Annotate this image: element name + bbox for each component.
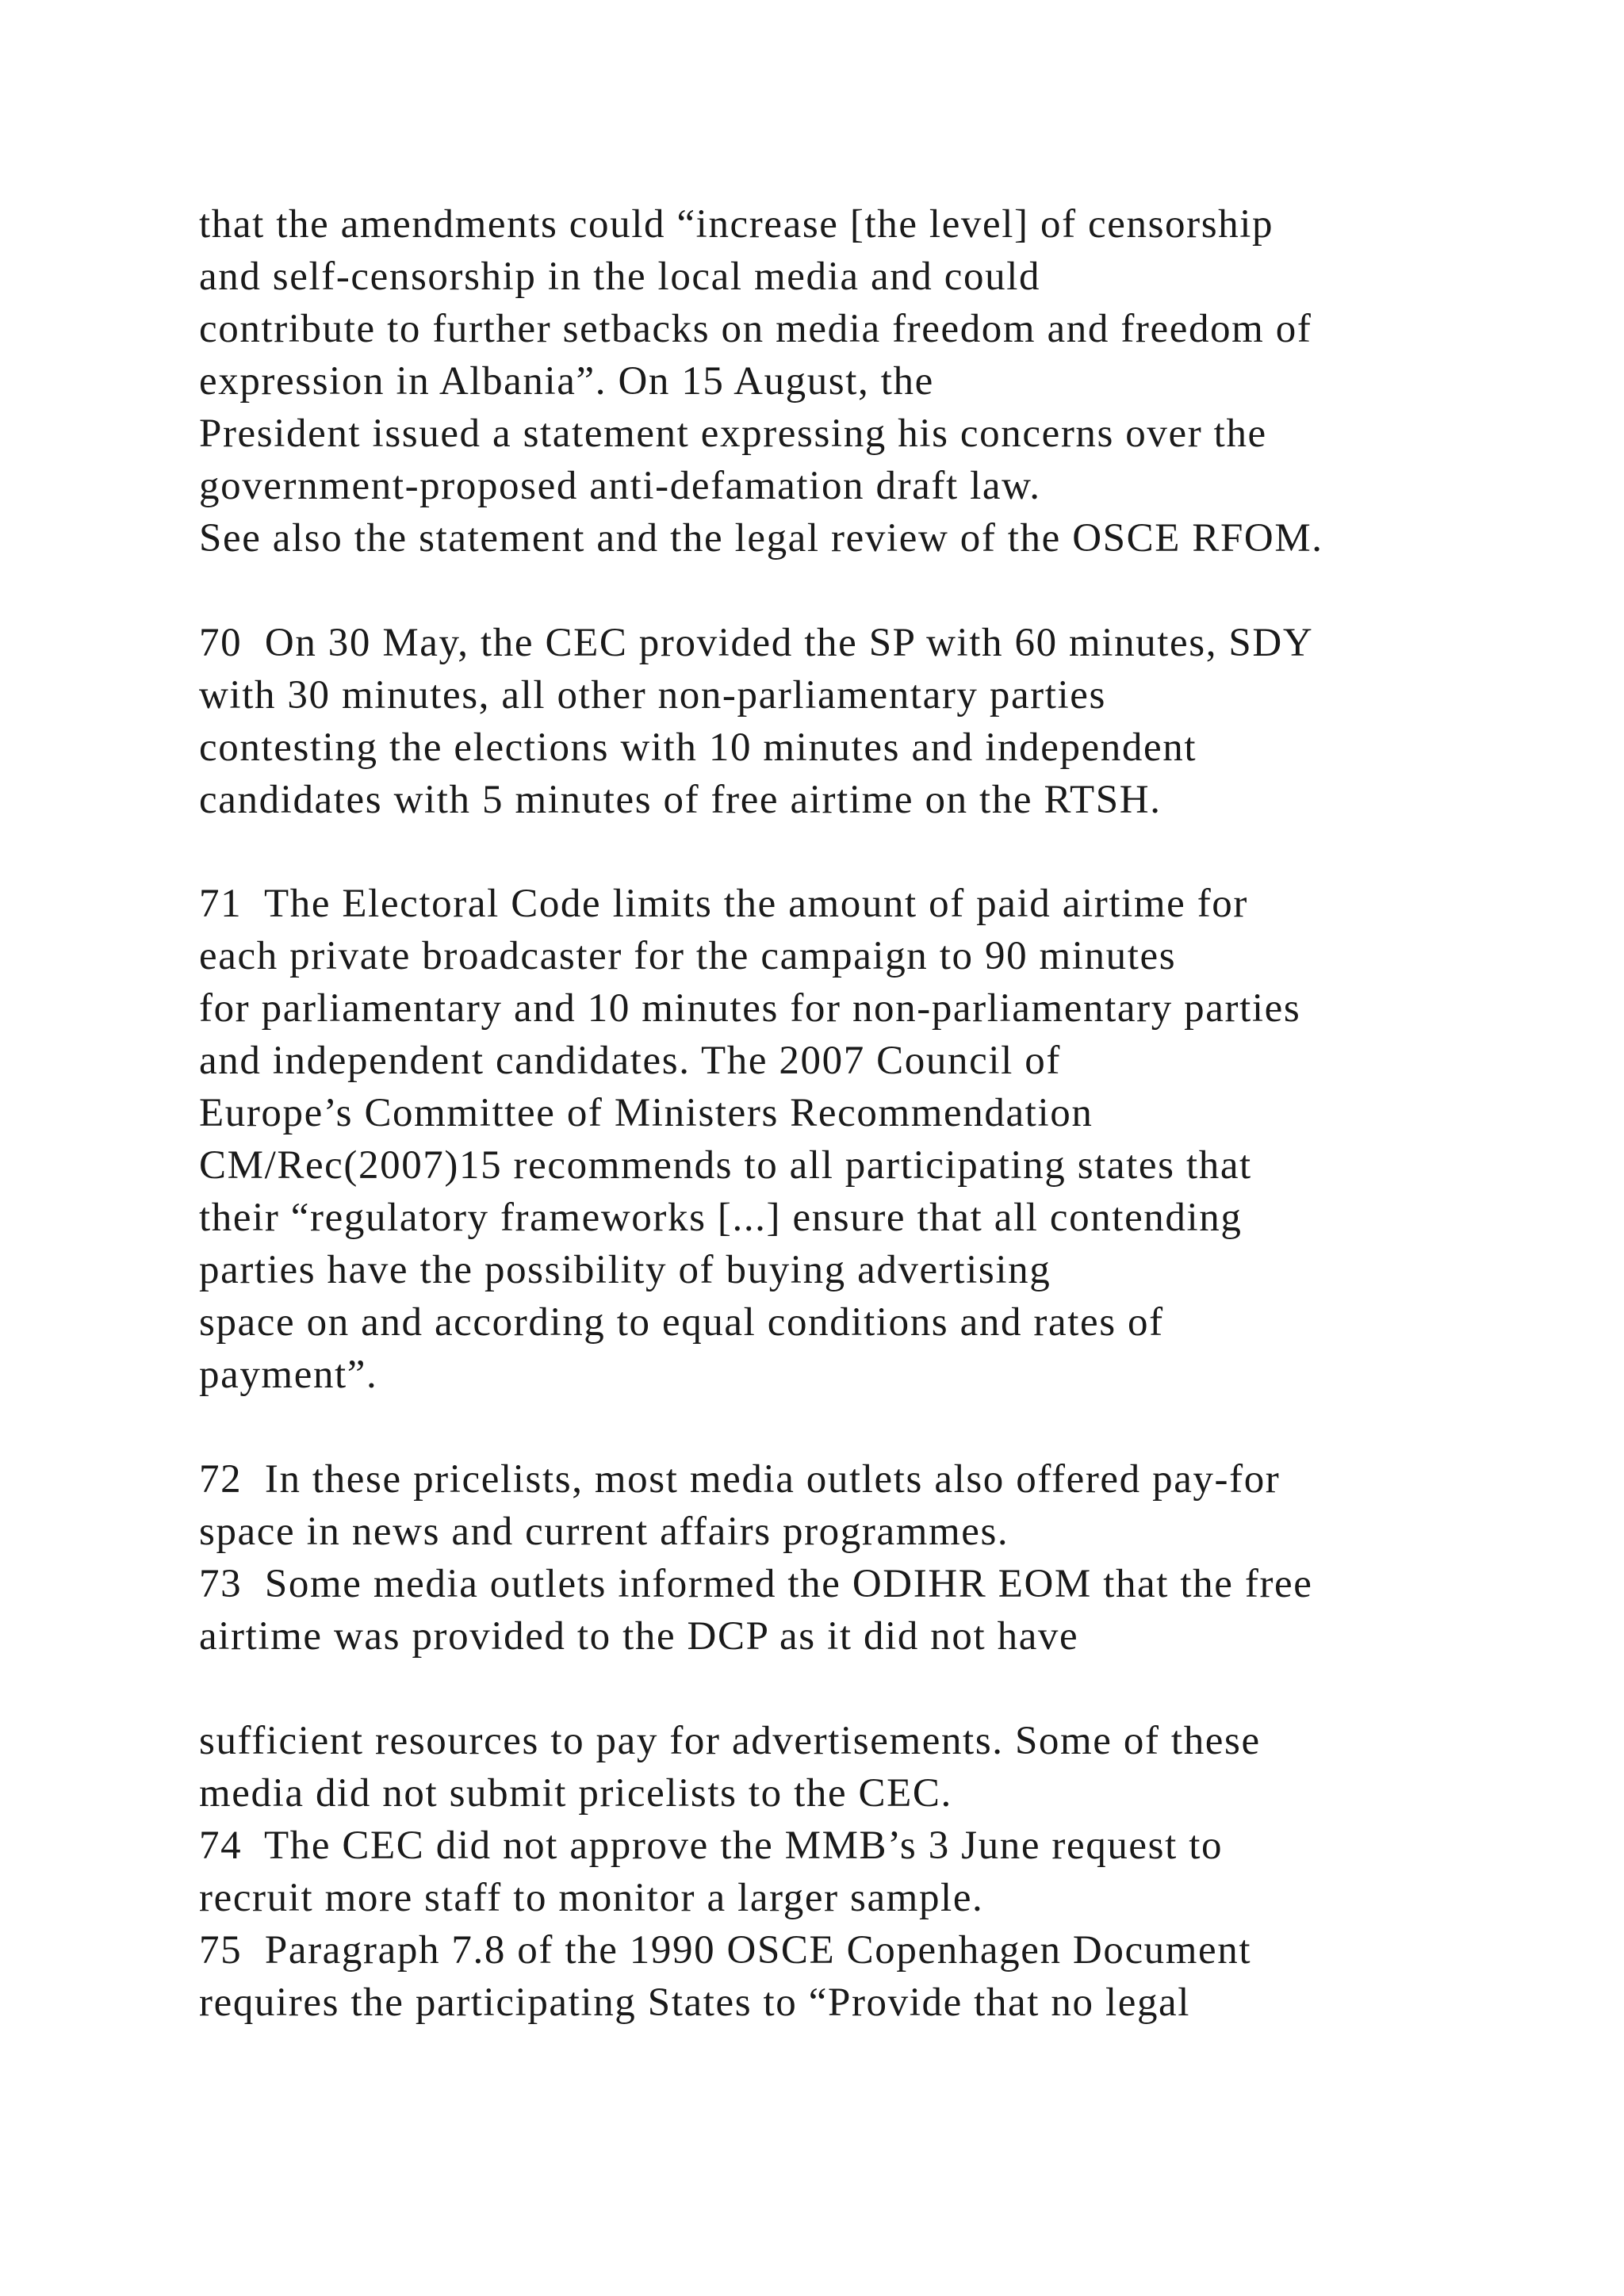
text-line: 70 On 30 May, the CEC provided the SP with 60 minutes, SDY <box>199 621 1314 665</box>
text-line: and self-censorship in the local media and could <box>199 254 1041 299</box>
text-line: 74 The CEC did not approve the MMB’s 3 June request to <box>199 1823 1224 1868</box>
text-line: See also the statement and the legal review of the OSCE RFOM. <box>199 516 1323 561</box>
text-line: space in news and current affairs programmes. <box>199 1510 1009 1554</box>
text-line: payment”. <box>199 1353 378 1397</box>
text-line: Europe’s Committee of Ministers Recommendation <box>199 1091 1094 1135</box>
text-line: and independent candidates. The 2007 Council of <box>199 1039 1061 1083</box>
text-line: that the amendments could “increase [the level] of censorship <box>199 202 1274 247</box>
text-line: candidates with 5 minutes of free airtime on the RTSH. <box>199 778 1162 822</box>
text-line: expression in Albania”. On 15 August, the <box>199 359 934 404</box>
text-line: contribute to further setbacks on media freedom and freedom of <box>199 307 1312 351</box>
text-line: parties have the possibility of buying advertising <box>199 1248 1051 1292</box>
text-line: President issued a statement expressing his concerns over the <box>199 411 1267 456</box>
text-line: 75 Paragraph 7.8 of the 1990 OSCE Copenhagen Document <box>199 1928 1252 1973</box>
text-line: CM/Rec(2007)15 recommends to all participating states that <box>199 1143 1252 1188</box>
text-line: requires the participating States to “Provide that no legal <box>199 1980 1191 2025</box>
text-line: 72 In these pricelists, most media outlets also offered pay-for <box>199 1457 1281 1502</box>
text-line: their “regulatory frameworks [...] ensure that all contending <box>199 1196 1243 1240</box>
text-line: sufficient resources to pay for advertisements. Some of these <box>199 1719 1261 1763</box>
text-line: 71 The Electoral Code limits the amount of paid airtime for <box>199 882 1248 926</box>
text-line: 73 Some media outlets informed the ODIHR EOM that the free <box>199 1562 1313 1606</box>
text-line: recruit more staff to monitor a larger sample. <box>199 1876 984 1920</box>
text-line: government-proposed anti-defamation draft law. <box>199 464 1041 508</box>
text-line: for parliamentary and 10 minutes for non-parliamentary parties <box>199 986 1301 1031</box>
text-line: space on and according to equal conditions and rates of <box>199 1300 1164 1345</box>
text-line: contesting the elections with 10 minutes and independent <box>199 725 1197 770</box>
text-line: media did not submit pricelists to the CEC. <box>199 1771 952 1816</box>
text-line: with 30 minutes, all other non-parliamentary parties <box>199 673 1106 718</box>
text-line: airtime was provided to the DCP as it did not have <box>199 1614 1079 1659</box>
text-line: each private broadcaster for the campaign to 90 minutes <box>199 934 1177 978</box>
